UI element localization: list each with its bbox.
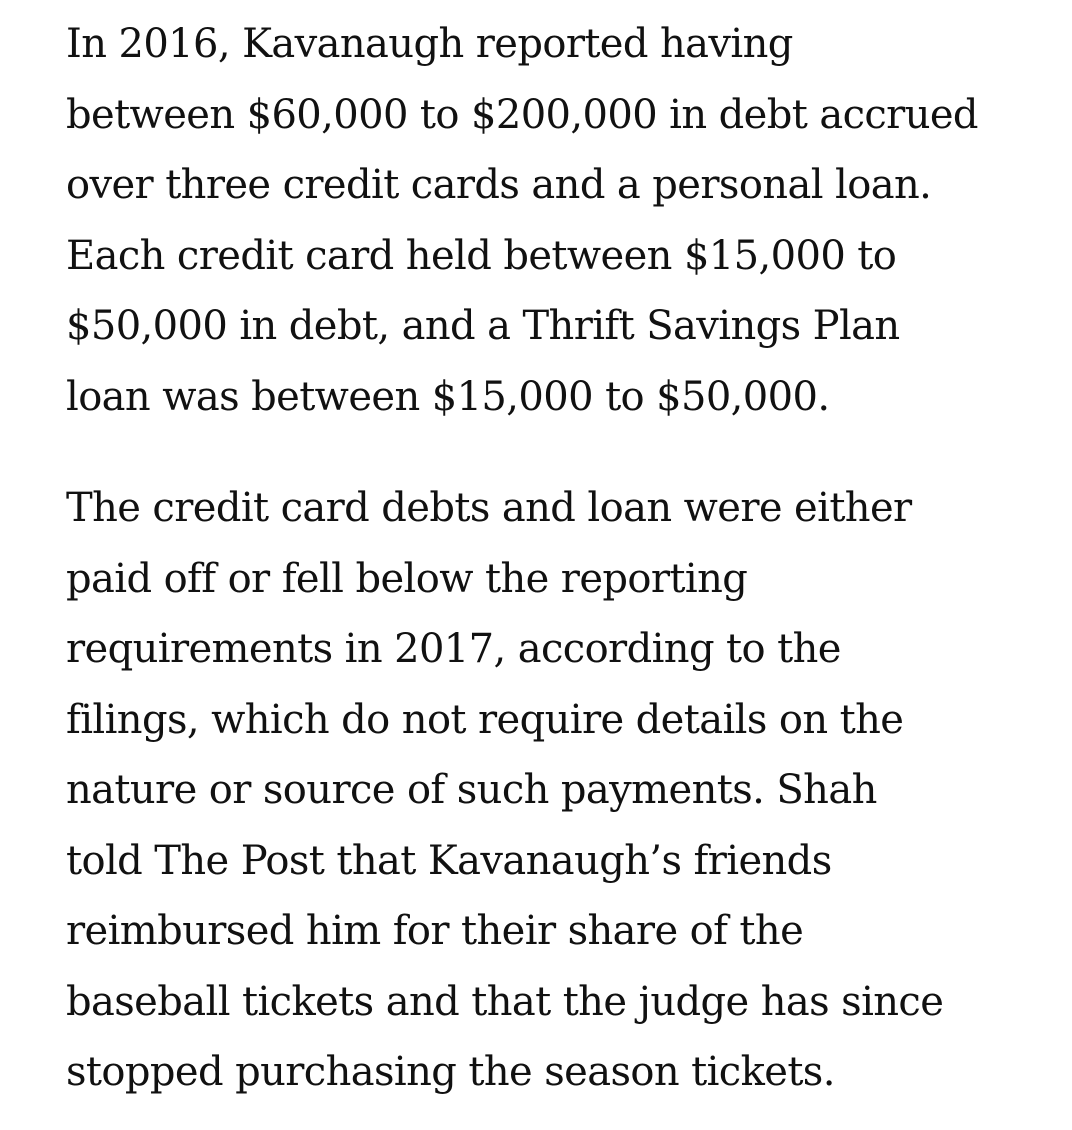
paragraph-debt-report [66,9,1056,432]
text-line: reimbursed him for their share of the [66,908,804,954]
text-line: The credit card debts and loan were either [66,485,912,531]
article-body [66,9,1056,1108]
text-line: loan was between $15,000 to $50,000. [66,373,830,420]
text-line: baseball tickets and that the judge has since [66,978,944,1025]
text-line: stopped purchasing the season tickets. [66,1049,835,1095]
paragraph-debt-payoff [66,473,1056,1108]
text-line: told The Post that Kavanaugh’s friends [66,837,832,884]
text-line: between $60,000 to $200,000 in debt accrued [66,91,978,138]
text-line: $50,000 in debt, and a Thrift Savings Plan [66,303,900,349]
text-line: requirements in 2017, according to the [66,626,841,672]
text-line: Each credit card held between $15,000 to [66,232,897,279]
text-line: over three credit cards and a personal loan. [66,162,932,208]
text-line: In 2016, Kavanaugh reported having [66,21,793,67]
text-line: nature or source of such payments. Shah [66,767,877,813]
text-line: paid off or fell below the reporting [66,555,748,602]
text-line: filings, which do not require details on the [66,696,904,743]
